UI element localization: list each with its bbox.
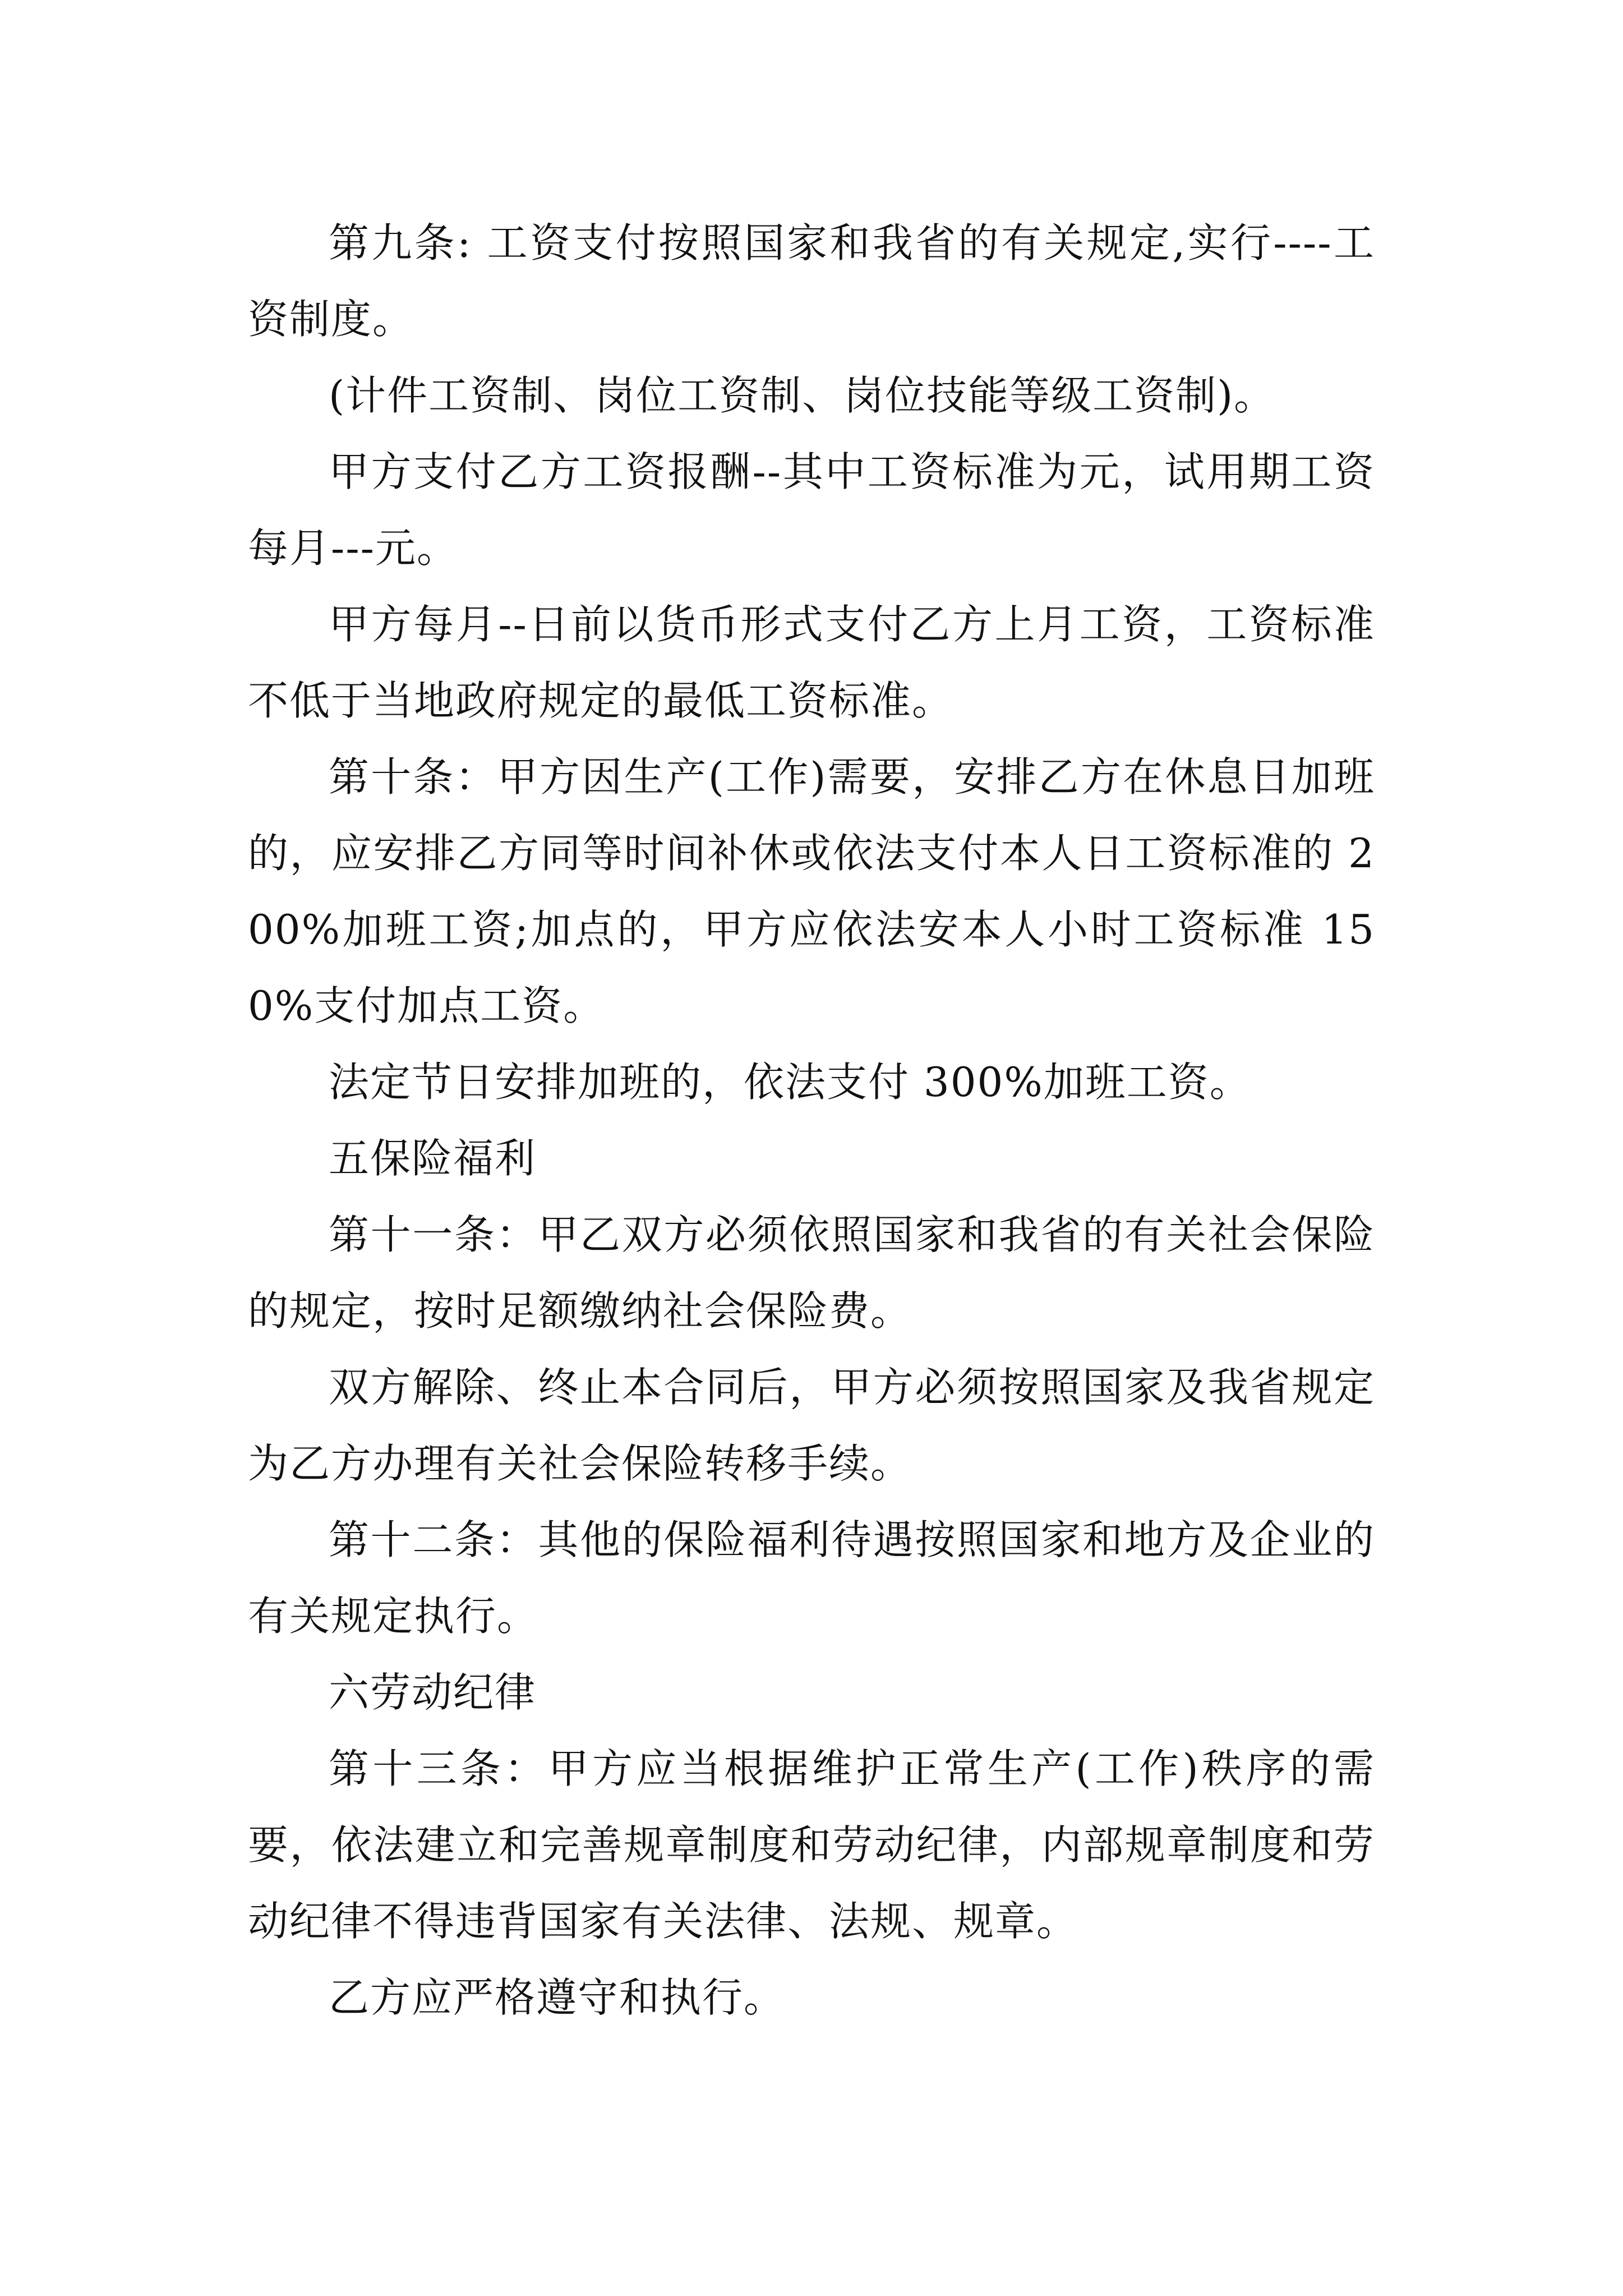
- paragraph-article-9: 第九条: 工资支付按照国家和我省的有关规定,实行----工资制度。: [248, 219, 1375, 343]
- paragraph-insurance-transfer: 双方解除、终止本合同后，甲方必须按照国家及我省规定为乙方办理有关社会保险转移手续。: [248, 1364, 1375, 1487]
- paragraph-wage-standard: 甲方支付乙方工资报酬--其中工资标准为元，试用期工资每月---元。: [248, 448, 1375, 572]
- paragraph-wage-systems: (计件工资制、岗位工资制、岗位技能等级工资制)。: [329, 372, 1276, 419]
- paragraph-article-12: 第十二条：其他的保险福利待遇按照国家和地方及企业的有关规定执行。: [248, 1516, 1375, 1640]
- document-body: [248, 205, 1375, 2036]
- paragraph-holiday-overtime: 法定节日安排加班的，依法支付 300%加班工资。: [329, 1059, 1251, 1106]
- paragraph-article-11: 第十一条：甲乙双方必须依照国家和我省的有关社会保险的规定，按时足额缴纳社会保险费。: [248, 1211, 1375, 1335]
- section-heading-insurance: 五保险福利: [329, 1135, 537, 1182]
- paragraph-monthly-payment: 甲方每月--日前以货币形式支付乙方上月工资，工资标准不低于当地政府规定的最低工资标准。: [248, 601, 1375, 724]
- paragraph-compliance: 乙方应严格遵守和执行。: [329, 1974, 786, 2021]
- section-heading-discipline: 六劳动纪律: [329, 1669, 537, 1716]
- paragraph-article-13: 第十三条：甲方应当根据维护正常生产(工作)秩序的需要，依法建立和完善规章制度和劳动纪律，内部规章制度和劳动纪律不得违背国家有关法律、法规、规章。: [248, 1745, 1375, 1945]
- paragraph-article-10: 第十条：甲方因生产(工作)需要，安排乙方在休息日加班的，应安排乙方同等时间补休或依法支付本人日工资标准的 200%加班工资;加点的，甲方应依法安本人小时工资标准 150%支付加点工资。: [248, 753, 1375, 1029]
